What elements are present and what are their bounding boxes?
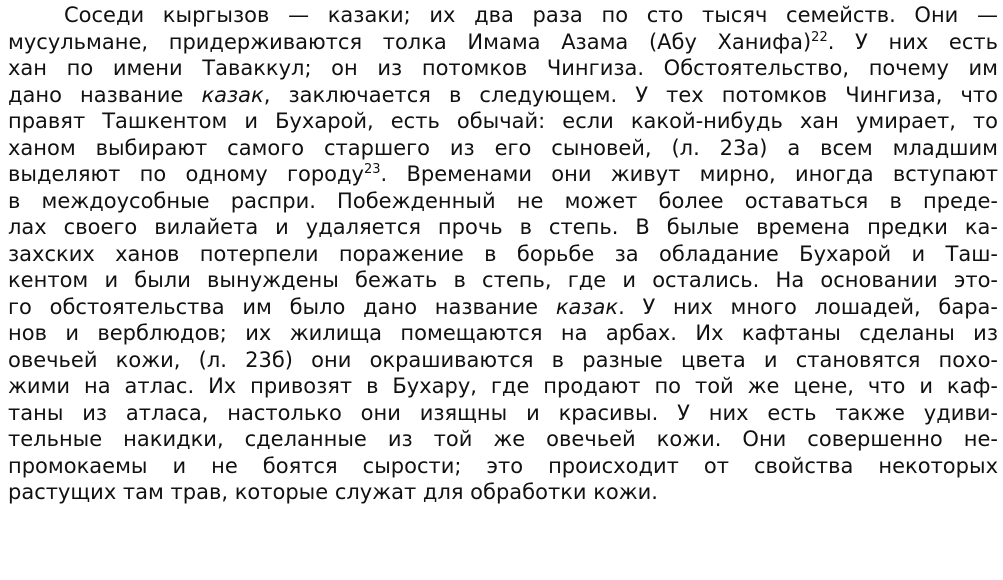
- text-run: захских ханов потерпели поражение в борьбе за обладание Бухарой и Таш-: [8, 241, 998, 266]
- text-line: [8, 161, 998, 188]
- text-run: таны из атласа, настолько они изящны и красивы. У них есть также удиви-: [8, 400, 998, 425]
- text-run: промокаемы и не боятся сырости; это происходит от свойства некоторых: [8, 453, 998, 478]
- text-run: жими на атлас. Их привозят в Бухару, где продают по той же цене, что и каф-: [8, 374, 998, 398]
- text-run: дано название: [8, 82, 202, 107]
- text-run: кентом и были вынуждены бежать в степь, где и остались. На основании это-: [8, 268, 998, 292]
- text-line: [8, 2, 998, 29]
- text-line: [8, 29, 998, 56]
- text-line: [8, 267, 998, 294]
- text-line: [8, 479, 998, 506]
- text-line: [8, 294, 998, 321]
- text-line: [8, 426, 998, 453]
- text-run: правят Ташкентом и Бухарой, есть обычай: если какой-нибудь хан умирает, то: [8, 109, 998, 133]
- text-line: [8, 373, 998, 400]
- text-run: растущих там трав, которые служат для обработки кожи.: [8, 480, 658, 504]
- italic-term: казак: [555, 294, 619, 319]
- text-run: го обстоятельства им было дано название: [8, 294, 556, 319]
- text-run: мусульмане, придерживаются толка Имама Азама (Абу Ханифа): [8, 29, 812, 54]
- footnote-ref: 22: [811, 29, 828, 45]
- text-run: , заключается в следующем. У тех потомков Чингиза, что: [263, 82, 998, 107]
- text-line: [8, 55, 998, 82]
- text-line: [8, 453, 998, 480]
- text-run: ханом выбирают самого старшего из его сыновей, (л. 23а) а всем младшим: [8, 135, 998, 160]
- text-run: . У них есть: [827, 29, 998, 54]
- footnote-ref: 23: [363, 162, 381, 177]
- italic-term: казак: [201, 82, 264, 107]
- text-line: [8, 108, 998, 135]
- text-run: в междоусобные распри. Побежденный не может более оставаться в преде-: [8, 188, 998, 213]
- text-line: [8, 135, 998, 162]
- text-run: лах своего вилайета и удаляется прочь в степь. В былые времена предки ка-: [8, 215, 998, 239]
- text-run: хан по имени Таваккул; он из потомков Чингиза. Обстоятельство, почему им: [8, 56, 998, 80]
- text-line: [8, 214, 998, 241]
- text-run: . Временами они живут мирно, иногда вступают: [380, 162, 998, 186]
- text-line: [8, 320, 998, 347]
- text-run: . У них много лошадей, бара-: [618, 294, 998, 319]
- text-line: [8, 347, 998, 374]
- text-line: [8, 400, 998, 427]
- text-line: [8, 241, 998, 268]
- text-line: [8, 82, 998, 109]
- text-run: нов и верблюдов; их жилища помещаются на арбах. Их кафтаны сделаны из: [8, 321, 998, 345]
- text-run: Соседи кыргызов — казаки; их два раза по сто тысяч семейств. Они —: [64, 3, 998, 27]
- text-run: тельные накидки, сделанные из той же овечьей кожи. Они совершенно не-: [8, 427, 998, 451]
- text-line: [8, 188, 998, 215]
- text-run: выделяют по одному городу: [8, 162, 364, 186]
- text-run: овечьей кожи, (л. 23б) они окрашиваются в разные цвета и становятся похо-: [8, 347, 998, 372]
- paragraph: [8, 2, 998, 506]
